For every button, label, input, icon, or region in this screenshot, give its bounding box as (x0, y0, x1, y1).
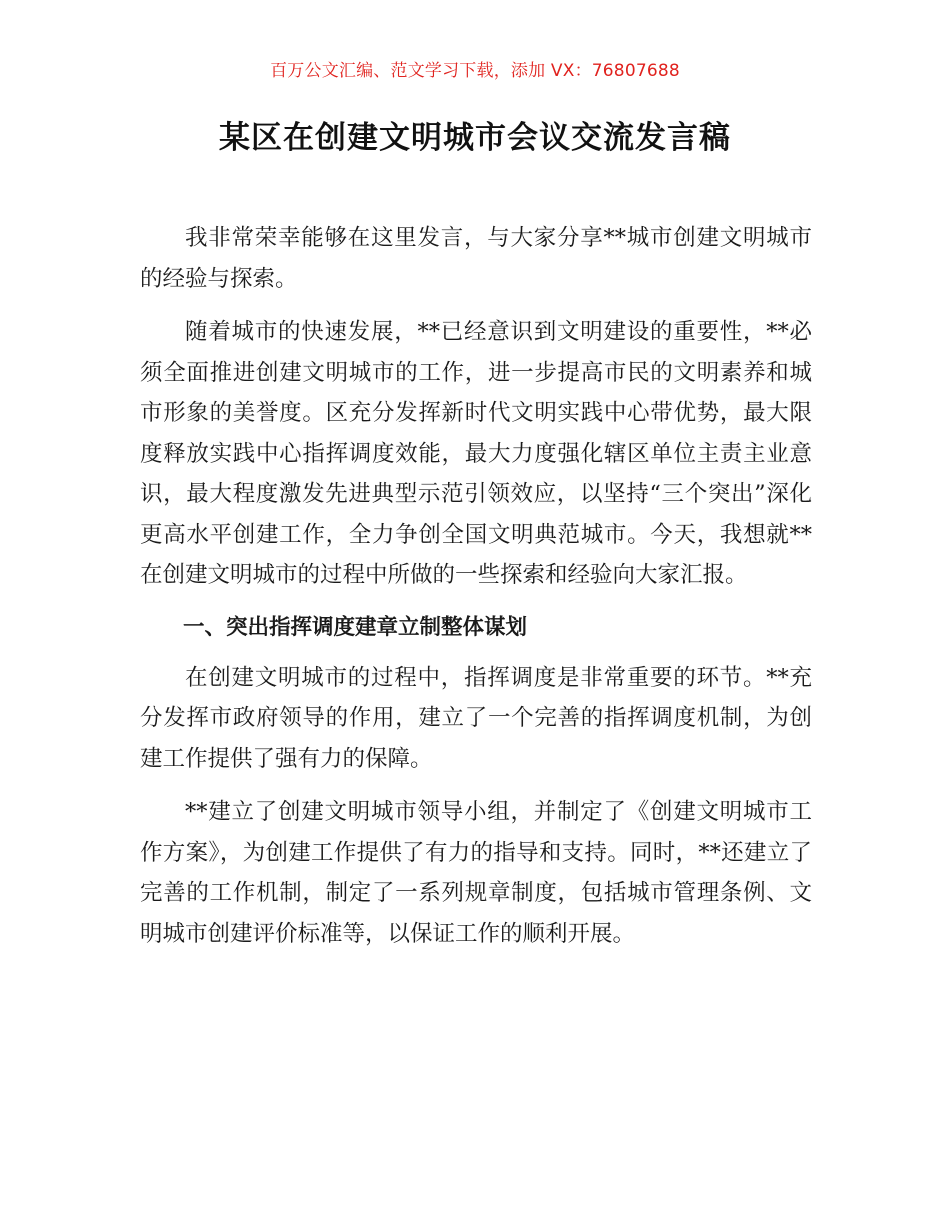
intro-paragraph-2: 随着城市的快速发展，**已经意识到文明建设的重要性，**必须全面推进创建文明城市的工作，进一步提高市民的文明素养和城市形象的美誉度。区充分发挥新时代文明实践中心带优势，最大限度释放实践中心指挥调度效能，最大力度强化辖区单位主责主业意识，最大程度激发先进典型示范引领效应，以坚持“三个突出”深化更高水平创建工作，全力争创全国文明典范城市。今天，我想就**在创建文明城市的过程中所做的一些探索和经验向大家汇报。 (140, 319, 812, 588)
intro-paragraph-1: 我非常荣幸能够在这里发言，与大家分享**城市创建文明城市的经验与探索。 (140, 225, 812, 292)
section1-paragraph-1: 在创建文明城市的过程中，指挥调度是非常重要的环节。**充分发挥市政府领导的作用，建立了一个完善的指挥调度机制，为创建工作提供了强有力的保障。 (140, 664, 812, 772)
document-title: 某区在创建文明城市会议交流发言稿 (219, 120, 731, 156)
section-heading-1: 一、突出指挥调度建章立制整体谋划 (183, 614, 528, 640)
header-banner: 百万公文汇编、范文学习下载，添加 VX：76807688 (270, 61, 680, 81)
document-body (140, 218, 812, 967)
section1-paragraph-2: **建立了创建文明城市领导小组，并制定了《创建文明城市工作方案》，为创建工作提供了有力的指导和支持。同时，**还建立了完善的工作机制，制定了一系列规章制度，包括城市管理条例、文明城市创建评价标准等，以保证工作的顺利开展。 (140, 799, 812, 947)
